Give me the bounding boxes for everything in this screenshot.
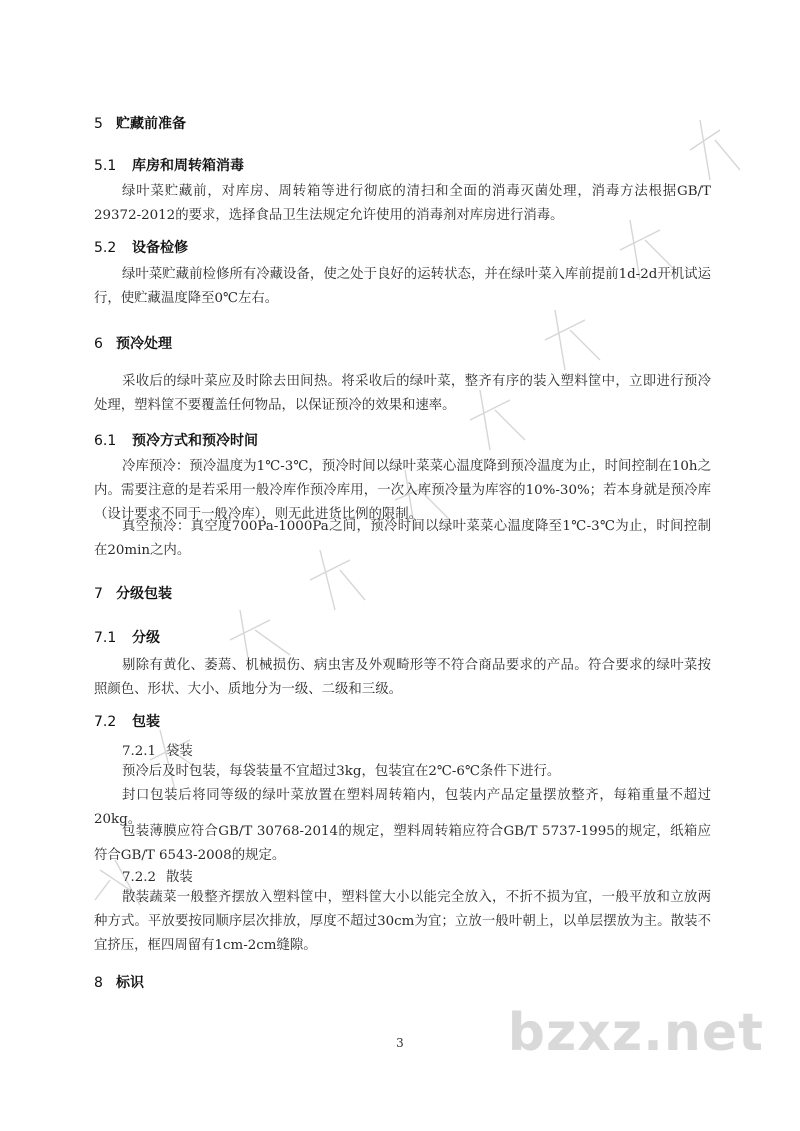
paragraph: 绿叶菜贮藏前检修所有冷藏设备，使之处于良好的运转状态，并在绿叶菜入库前提前1d-2d开机试运行，使贮藏温度降至0℃左右。 (94, 267, 711, 306)
section-number: 6.1 (94, 433, 117, 449)
section-number: 5 (94, 116, 103, 132)
section-title: 库房和周转箱消毒 (132, 158, 244, 174)
section-number: 7.2 (94, 714, 117, 730)
paragraph: 剔除有黄化、萎蔫、机械损伤、病虫害及外观畸形等不符合商品要求的产品。符合要求的绿叶菜按照颜色、形状、大小、质地分为一级、二级和三级。 (94, 658, 711, 697)
section-title: 包装 (132, 714, 160, 730)
section-number: 7.2.2 (122, 870, 157, 885)
paragraph: 包装薄膜应符合GB/T 30768-2014的规定，塑料周转箱应符合GB/T 5737-1995的规定，纸箱应符合GB/T 6543-2008的规定。 (94, 824, 711, 863)
section-7-2-1-heading (122, 740, 193, 759)
section-6-1-heading (94, 430, 258, 450)
paragraph: 采收后的绿叶菜应及时除去田间热。将采收后的绿叶菜，整齐有序的装入塑料筐中，立即进行预冷处理，塑料筐不要覆盖任何物品，以保证预冷的效果和速率。 (94, 374, 711, 413)
section-7-1-heading (94, 627, 160, 647)
section-number: 8 (94, 975, 103, 991)
section-title: 分级 (132, 630, 160, 646)
page-number: 3 (396, 1036, 404, 1050)
section-5-1-heading (94, 155, 244, 175)
paragraph: 绿叶菜贮藏前，对库房、周转箱等进行彻底的清扫和全面的消毒灭菌处理，消毒方法根据GB/T 29372-2012的要求，选择食品卫生法规定允许使用的消毒剂对库房进行消毒。 (94, 184, 711, 223)
section-title: 预冷处理 (116, 336, 172, 352)
section-7-2-2-heading (122, 866, 193, 885)
section-6-heading (94, 333, 172, 353)
section-5-heading (94, 113, 186, 133)
section-number: 7.1 (94, 630, 117, 646)
paragraph: 冷库预冷：预冷温度为1℃-3℃，预冷时间以绿叶菜菜心温度降到预冷温度为止，时间控制在10h之内。需要注意的是若采用一般冷库作预冷库用，一次入库预冷量为库容的10%-30%；若本身就是预冷库（设计要求不同于一般冷库），则无此进货比例的限制。 (94, 459, 711, 522)
paragraph: 真空预冷：真空度700Pa-1000Pa之间，预冷时间以绿叶菜菜心温度降至1℃-3℃为止，时间控制在20min之内。 (94, 519, 711, 558)
section-number: 5.2 (94, 240, 117, 256)
section-number: 5.1 (94, 158, 117, 174)
section-title: 散装 (166, 870, 193, 885)
section-number: 6 (94, 336, 103, 352)
section-7-2-heading (94, 711, 160, 731)
section-title: 分级包装 (116, 586, 172, 602)
section-title: 袋装 (166, 744, 193, 759)
paragraph: 封口包装后将同等级的绿叶菜放置在塑料周转箱内，包装内产品定量摆放整齐，每箱重量不超过20kg。 (94, 788, 711, 827)
section-8-heading (94, 972, 144, 992)
section-title: 设备检修 (132, 240, 188, 256)
section-5-2-heading (94, 237, 188, 257)
section-number: 7.2.1 (122, 744, 157, 759)
section-title: 贮藏前准备 (116, 116, 186, 132)
paragraph: 预冷后及时包装，每袋装量不宜超过3kg，包装宜在2℃-6℃条件下进行。 (122, 764, 561, 779)
paragraph: 散装蔬菜一般整齐摆放入塑料筐中，塑料筐大小以能完全放入，不折不损为宜，一般平放和立放两种方式。平放要按同顺序层次排放，厚度不超过30cm为宜；立放一般叶朝上，以单层摆放为主。散装不宜挤压，框四周留有1cm-2cm缝隙。 (94, 890, 711, 953)
section-7-heading (94, 583, 172, 603)
site-watermark: bzxz.net (507, 1003, 764, 1063)
section-title: 标识 (116, 975, 144, 991)
section-title: 预冷方式和预冷时间 (132, 433, 258, 449)
section-number: 7 (94, 586, 103, 602)
